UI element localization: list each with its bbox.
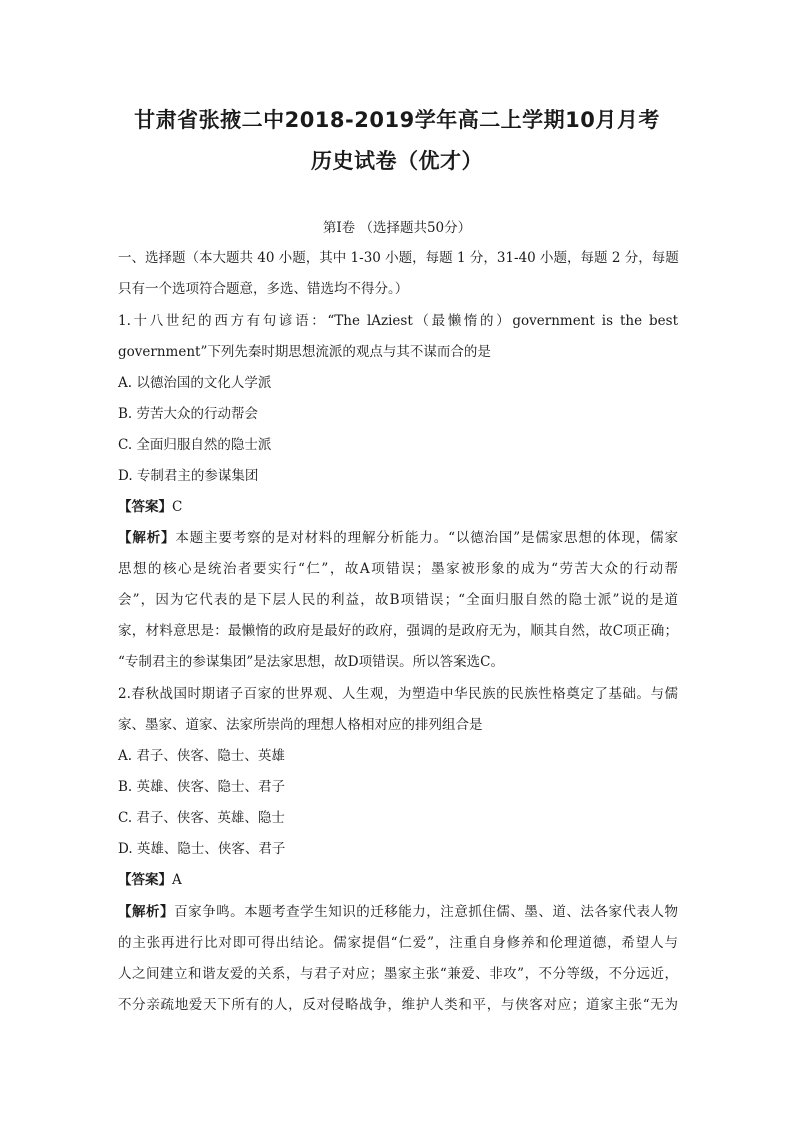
analysis-text: 本题主要考察的是对材料的理解分析能力。“以德治国”是儒家思想的体现，儒家 [175,530,678,546]
document-subtitle: 历史试卷（优才） [311,149,483,173]
instructions-line: 一、选择题（本大题共 40 小题，其中 1-30 小题，每题 1 分，31-40 小题，每题 2 分，每题 [118,250,679,266]
question-1-option-a: A. 以德治国的文化人学派 [118,375,272,391]
analysis-label: 【解析】 [118,904,175,920]
answer-label: 【答案】 [118,872,172,888]
question-2-option-a: A. 君子、侠客、隐士、英雄 [118,748,285,764]
question-1-option-c: C. 全面归服自然的隐士派 [118,437,272,453]
question-2-analysis-line: 不分亲疏地爱天下所有的人，反对侵略战争，维护人类和平，与侠客对应；道家主张“无为 [118,997,678,1013]
question-1-analysis-line: 会”，因为它代表的是下层人民的利益，故B项错误；“全面归服自然的隐士派”说的是道 [118,592,678,608]
question-2-stem: 2.春秋战国时期诸子百家的世界观、人生观，为塑造中华民族的民族性格奠定了基础。与儒 [118,686,678,702]
section-heading: 第Ⅰ卷 （选择题共50分） [322,220,472,236]
question-1-option-b: B. 劳苦大众的行动帮会 [118,406,259,422]
question-1-option-d: D. 专制君主的参谋集团 [118,468,259,484]
question-1-analysis-line: “专制君主的参谋集团”是法家思想，故D项错误。所以答案选C。 [118,654,504,670]
question-1-analysis-line: 家，材料意思是：最懒惰的政府是最好的政府，强调的是政府无为，顺其自然，故C项正确； [118,623,678,639]
instructions-line: 只有一个选项符合题意，多选、错选均不得分。） [118,281,409,297]
question-2-analysis [118,902,678,922]
answer-value: C [172,499,183,515]
answer-value: A [172,872,182,888]
question-1-answer [118,497,678,517]
question-1-stem: government”下列先秦时期思想流派的观点与其不谋而合的是 [118,344,491,360]
question-2-stem: 家、墨家、道家、法家所崇尚的理想人格相对应的排列组合是 [118,717,483,733]
question-2-analysis-line: 的主张再进行比对即可得出结论。儒家提倡“仁爱”，注重自身修养和伦理道德，希望人与 [118,935,678,951]
question-2-option-d: D. 英雄、隐士、侠客、君子 [118,841,286,857]
question-1-stem: 1.十八世纪的西方有句谚语：“The lAziest（最懒惰的）government is the best [118,313,678,329]
question-2-option-c: C. 君子、侠客、英雄、隐士 [118,810,285,826]
question-1-analysis-line: 思想的核心是统治者要实行“仁”，故A项错误；墨家被形象的成为“劳苦大众的行动帮 [118,561,678,577]
analysis-text: 百家争鸣。本题考查学生知识的迁移能力，注意抓住儒、墨、道、法各家代表人物 [174,904,679,920]
answer-label: 【答案】 [118,499,172,515]
question-1-analysis [118,528,678,548]
analysis-label: 【解析】 [118,530,176,546]
document-title: 甘肃省张掖二中2018-2019学年高二上学期10月月考 [134,108,660,132]
question-2-option-b: B. 英雄、侠客、隐士、君子 [118,779,286,795]
question-2-answer [118,870,678,890]
question-2-analysis-line: 人之间建立和谐友爱的关系，与君子对应；墨家主张“兼爱、非攻”，不分等级，不分远近， [118,966,678,982]
